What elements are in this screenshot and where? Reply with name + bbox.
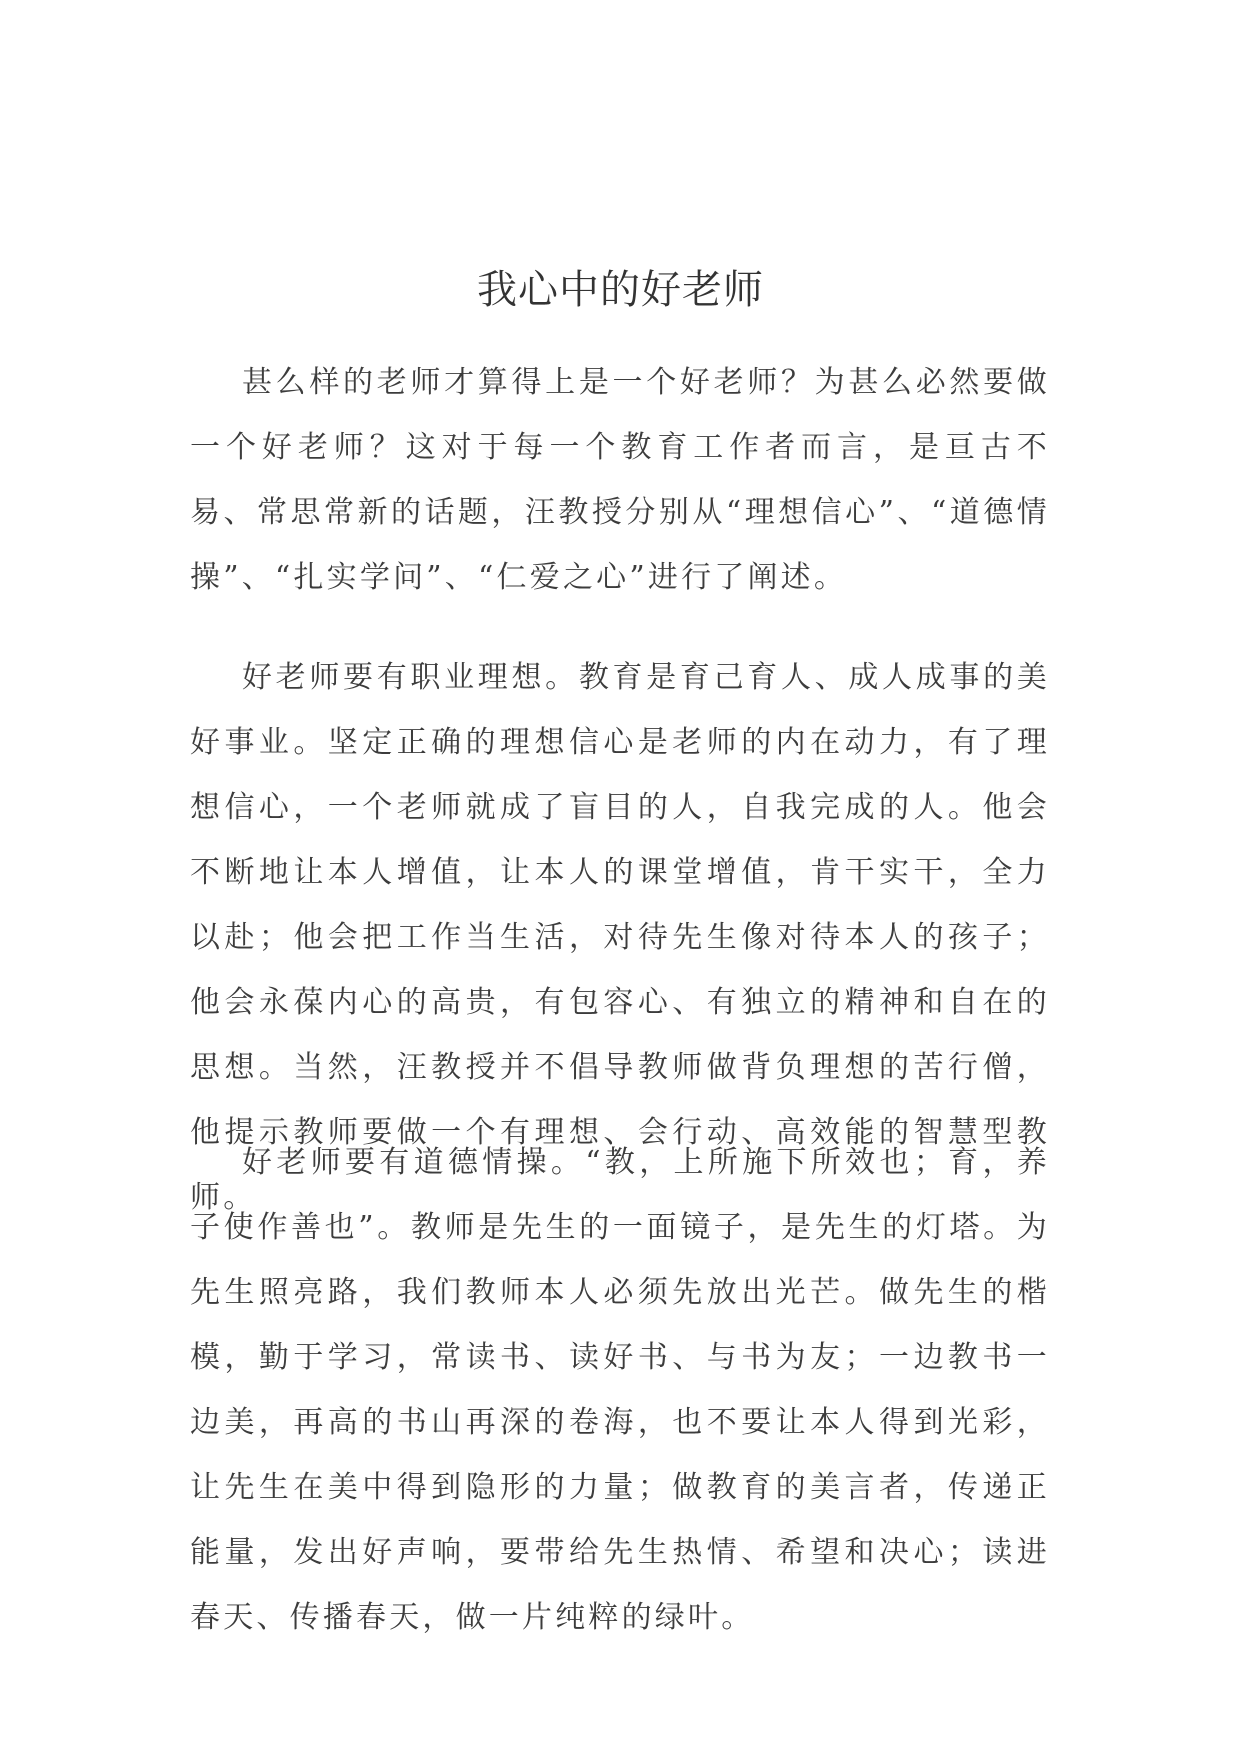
paragraph-intro: 甚么样的老师才算得上是一个好老师？为甚么必然要做一个好老师？这对于每一个教育工作者而言，是亘古不易、常思常新的话题，汪教授分别从“理想信心”、“道德情操”、“扎实学问”、“仁爱之心”进行了阐述。 [190,365,1050,595]
paragraph-career-ideal: 好老师要有职业理想。教育是育己育人、成人成事的美好事业。坚定正确的理想信心是老师的内在动力，有了理想信心，一个老师就成了盲目的人，自我完成的人。他会不断地让本人增值，让本人的课堂增值，肯干实干，全力以赴；他会把工作当生活，对待先生像对待本人的孩子；他会永葆内心的高贵，有包容心、有独立的精神和自在的思想。当然，汪教授并不倡导教师做背负理想的苦行僧，他提示教师要做一个有理想、会行动、高效能的智慧型教师。 [190,660,1050,1215]
page-title: 我心中的好老师 [477,267,764,313]
paragraph-moral-character: 好老师要有道德情操。“教，上所施下所效也；育，养子使作善也”。教师是先生的一面镜子，是先生的灯塔。为先生照亮路，我们教师本人必须先放出光芒。做先生的楷模，勤于学习，常读书、读好书、与书为友；一边教书一边美，再高的书山再深的卷海，也不要让本人得到光彩，让先生在美中得到隐形的力量；做教育的美言者，传递正能量，发出好声响，要带给先生热情、希望和决心；读进春天、传播春天，做一片纯粹的绿叶。 [190,1145,1050,1635]
